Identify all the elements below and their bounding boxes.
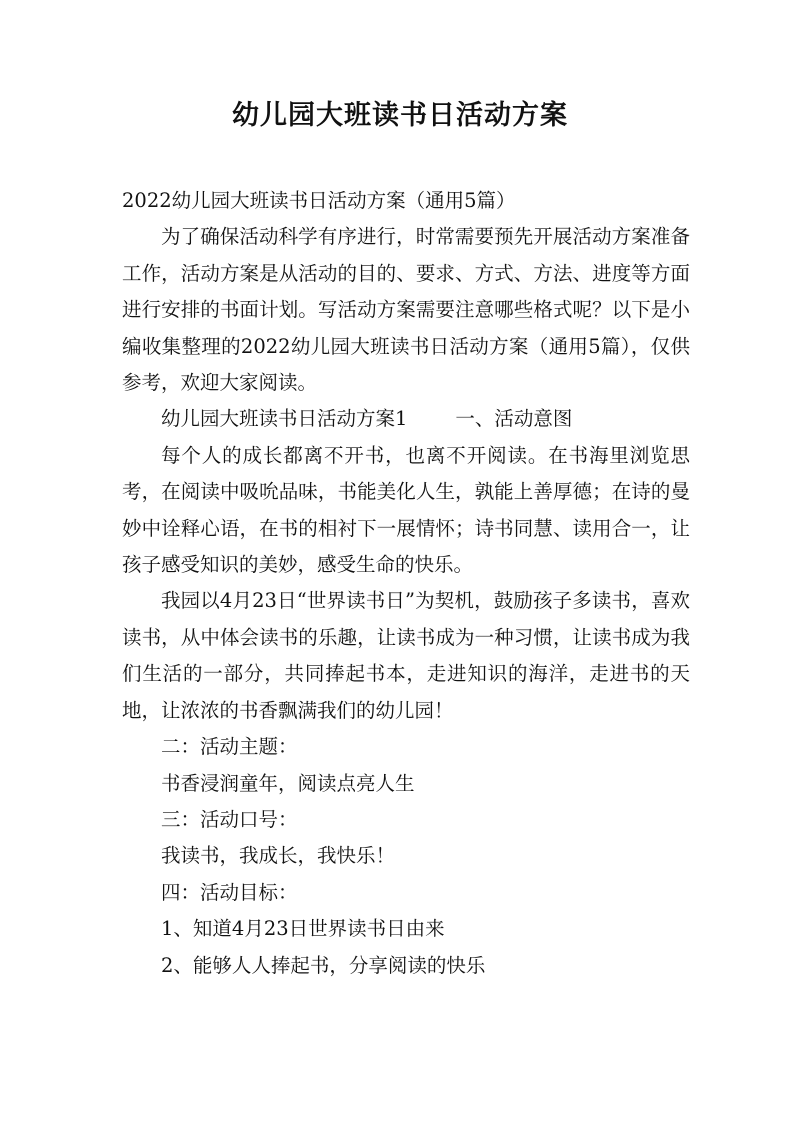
- document-title: 幼儿园大班读书日活动方案: [232, 100, 568, 131]
- intent-paragraph-1: 每个人的成长都离不开书，也离不开阅读。在书海里浏览思考，在阅读中吸吮品味，书能美化人生，孰能上善厚德；在诗的曼妙中诠释心语，在书的相衬下一展情怀；诗书同慧、读用合一，让孩子感受知识的美妙，感受生命的快乐。: [122, 443, 690, 577]
- section-heading-line: [122, 401, 690, 437]
- slogan-text: 我读书，我成长，我快乐！: [161, 844, 396, 868]
- plan-heading: 幼儿园大班读书日活动方案1: [161, 407, 408, 431]
- intent-paragraph-2: 我园以4月23日“世界读书日”为契机，鼓励孩子多读书，喜欢读书，从中体会读书的乐趣，让读书成为一种习惯，让读书成为我们生活的一部分，共同捧起书本，走进知识的海洋，走进书的天地，让浓浓的书香飘满我们的幼儿园！: [122, 589, 690, 722]
- slogan-heading: 三：活动口号：: [161, 807, 298, 831]
- subtitle-paragraph: 2022幼儿园大班读书日活动方案（通用5篇）: [122, 189, 516, 212]
- document-body: [122, 183, 690, 984]
- goal-item-1: 1、知道4月23日世界读书日由来: [161, 917, 445, 941]
- goals-heading: 四：活动目标：: [161, 880, 298, 904]
- goal-item-2: 2、能够人人捧起书，分享阅读的快乐: [161, 953, 486, 977]
- intent-heading: 一、活动意图: [455, 407, 573, 431]
- theme-text: 书香浸润童年，阅读点亮人生: [161, 771, 415, 795]
- theme-heading: 二：活动主题：: [161, 735, 298, 759]
- intro-paragraph: 为了确保活动科学有序进行，时常需要预先开展活动方案准备工作，活动方案是从活动的目的、要求、方式、方法、进度等方面进行安排的书面计划。写活动方案需要注意哪些格式呢？以下是小编收集整理的2022幼儿园大班读书日活动方案（通用5篇），仅供参考，欢迎大家阅读。: [122, 225, 690, 395]
